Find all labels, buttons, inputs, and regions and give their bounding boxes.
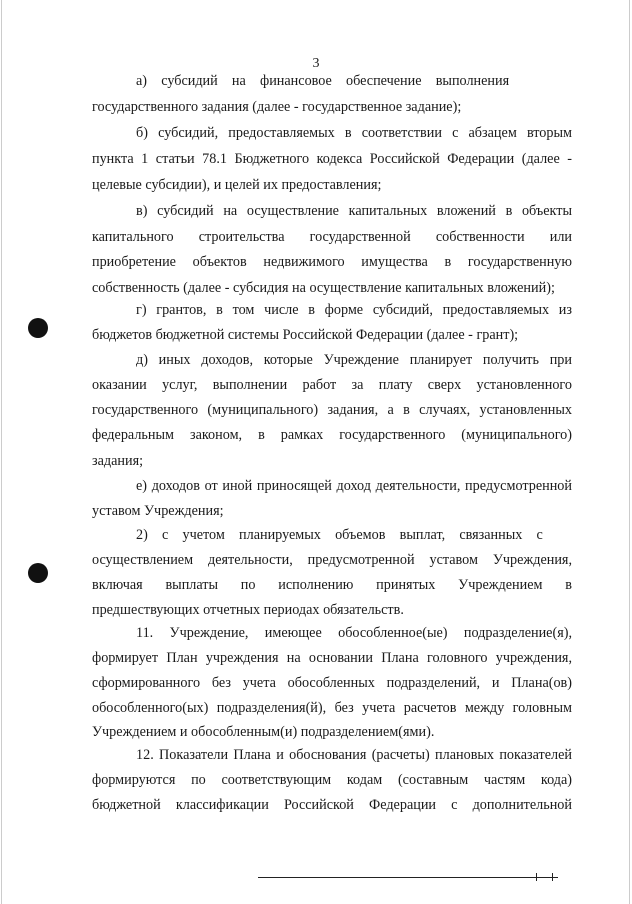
text-line: бюджетов бюджетной системы Российской Федерации (далее - грант); — [92, 327, 519, 343]
text-line: формируются по соответствующим кодам (составным частям кода) — [92, 772, 572, 788]
text-line: государственного задания (далее - государственное задание); — [92, 99, 462, 115]
text-line: 12. Показатели Плана и обоснования (расчеты) плановых показателей — [136, 747, 572, 763]
text-line: государственного (муниципального) задания, а в случаях, установленных — [92, 402, 572, 418]
text-line: уставом Учреждения; — [92, 503, 224, 519]
footer-tick — [536, 873, 537, 881]
page-number: 3 — [312, 56, 320, 71]
text-line: д) иных доходов, которые Учреждение планирует получить при — [136, 352, 572, 368]
text-line: собственность (далее - субсидия на осуществление капитальных вложений); — [92, 280, 555, 296]
text-line: 11. Учреждение, имеющее обособленное(ые) подразделение(я), — [136, 625, 572, 641]
text-line: формирует План учреждения на основании Плана головного учреждения, — [92, 650, 572, 666]
text-line: задания; — [92, 453, 144, 469]
text-line: оказании услуг, выполнении работ за плату сверх установленного — [92, 377, 572, 393]
text-line: обособленного(ых) подразделения(й), без учета расчетов между головным — [92, 700, 572, 716]
punch-hole-top — [28, 318, 48, 338]
scan-right-edge — [629, 0, 630, 904]
text-line: включая выплаты по исполнению принятых Учреждением в — [92, 577, 572, 593]
text-line: бюджетной классификации Российской Федерации с дополнительной — [92, 797, 572, 813]
text-line: капитального строительства государственной собственности или — [92, 229, 572, 245]
text-line: осуществлением деятельности, предусмотренной уставом Учреждения, — [92, 552, 572, 568]
text-line: пункта 1 статьи 78.1 Бюджетного кодекса Российской Федерации (далее - — [92, 151, 572, 167]
scan-left-edge — [1, 0, 2, 904]
text-line: а) субсидий на финансовое обеспечение выполнения — [136, 73, 510, 89]
text-line: федеральным законом, в рамках государственного (муниципального) — [92, 427, 572, 443]
text-line: предшествующих отчетных периодах обязательств. — [92, 602, 404, 618]
footer-tick — [552, 873, 553, 881]
footer-rule — [258, 877, 558, 878]
text-line: в) субсидий на осуществление капитальных вложений в объекты — [136, 203, 572, 219]
text-line: Учреждением и обособленным(и) подразделением(ями). — [92, 724, 435, 740]
text-line: г) грантов, в том числе в форме субсидий, предоставляемых из — [136, 302, 572, 318]
punch-hole-bottom — [28, 563, 48, 583]
text-line: 2) с учетом планируемых объемов выплат, связанных с — [136, 527, 543, 543]
text-line: б) субсидий, предоставляемых в соответствии с абзацем вторым — [136, 125, 572, 141]
text-line: е) доходов от иной приносящей доход деятельности, предусмотренной — [136, 478, 572, 494]
text-line: сформированного без учета обособленных подразделений, и Плана(ов) — [92, 675, 572, 691]
text-line: приобретение объектов недвижимого имущества в государственную — [92, 254, 572, 270]
text-line: целевые субсидии), и целей их предоставления; — [92, 177, 382, 193]
